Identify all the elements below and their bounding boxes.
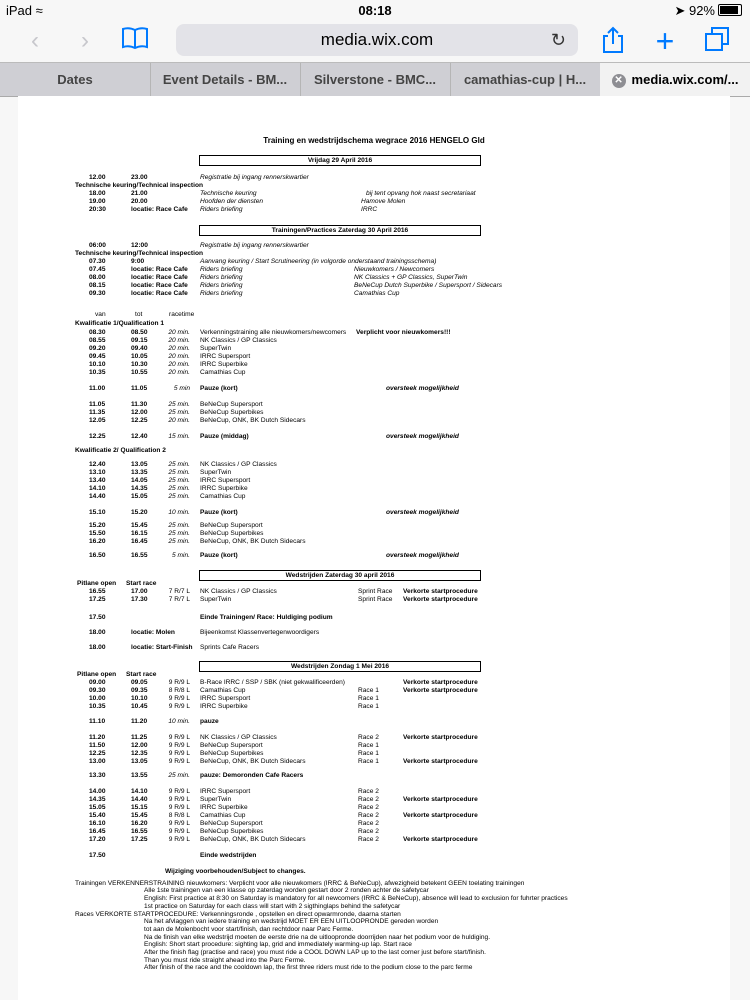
cell-a: 14.35 — [89, 796, 106, 803]
cell-c: 15 min. — [168, 433, 190, 440]
cell-c: 20 min. — [168, 353, 190, 360]
note-line: English: Short start procedure: sighting lap, grid and immediately warming-up lap. Start race — [144, 941, 412, 949]
cell-d: IRRC Superbike — [200, 361, 248, 368]
cell-a: 10.10 — [89, 361, 106, 368]
cell-b: 09.35 — [131, 687, 148, 694]
cell-f: Hamove Molen — [361, 198, 406, 205]
cell-b: 15.20 — [131, 509, 148, 516]
cell-a: 11.50 — [89, 742, 106, 749]
cell-b: 14.10 — [131, 788, 148, 795]
cell-d: BeNeCup Supersport — [200, 742, 263, 749]
cell-b: 09.40 — [131, 345, 148, 352]
bookmarks-icon[interactable] — [120, 26, 150, 56]
cell-a: 17.25 — [89, 596, 106, 603]
cell-e: Race 1 — [358, 687, 379, 694]
cell-a: 13.00 — [89, 758, 106, 765]
cell-f: Verkorte startprocedure — [403, 734, 478, 741]
cell-b: 11.20 — [131, 718, 148, 725]
cell-e: Race 2 — [358, 804, 379, 811]
cell-d: Einde wedstrijden — [200, 852, 257, 859]
cell-b: 14.35 — [131, 485, 148, 492]
pitlane-label: Pitlane open — [77, 580, 117, 587]
cell-a: 09.30 — [89, 687, 106, 694]
cell-c: 9 R/9 L — [168, 734, 190, 741]
cell-f: oversteek mogelijkheid — [386, 552, 459, 559]
cell-d: IRRC Superbike — [200, 703, 248, 710]
cell-f: Verkorte startprocedure — [403, 687, 478, 694]
cell-c: 25 min. — [168, 493, 190, 500]
cell-d: Technische keuring — [200, 190, 257, 197]
note-line: Na het afvlaggen van iedere training en wedstrijd MOET ER EEN UITLOOPRONDE gereden worden — [144, 918, 439, 926]
cell-f: Verkorte startprocedure — [403, 836, 478, 843]
cell-c: 9 R/9 L — [168, 828, 190, 835]
friday-header: Vrijdag 29 April 2016 — [199, 155, 481, 166]
tab-label: Dates — [57, 72, 93, 87]
cell-b: 15.45 — [131, 812, 148, 819]
cell-c: 25 min. — [168, 461, 190, 468]
cell-b: locatie: Start-Finish — [131, 644, 193, 651]
cell-c: 9 R/9 L — [168, 796, 190, 803]
note-line: 1st practice on Saturday for each class will start with 2 sigthinglaps behind the safetycar — [144, 902, 401, 910]
cell-c: 9 R/9 L — [168, 679, 190, 686]
address-bar[interactable] — [176, 24, 578, 56]
cell-d: Pauze (kort) — [200, 385, 238, 392]
cell-c: 20 min. — [168, 361, 190, 368]
cell-c: 20 min. — [168, 329, 190, 336]
cell-a: 13.10 — [89, 469, 106, 476]
cell-f: Verkorte startprocedure — [403, 588, 478, 595]
cell-f: BeNeCup Dutch Superbike / Supersport / Sidecars — [354, 282, 503, 289]
cell-c: 5 min — [173, 385, 190, 392]
cell-d: BeNeCup Superbikes — [200, 750, 264, 757]
reload-icon[interactable]: ↻ — [550, 30, 566, 50]
cell-b: 20.00 — [131, 198, 148, 205]
cell-b: 17.00 — [131, 588, 148, 595]
cell-b: 15.05 — [131, 493, 148, 500]
cell-a: 16.45 — [89, 828, 106, 835]
note-line: Trainingen VERKENNERSTRAINING nieuwkomers: Verplicht voor alle nieuwkomers (IRRC & BeNeCup), afwezigheid betekent GEEN toelating trainingen — [75, 879, 525, 887]
cell-c: 9 R/9 L — [168, 758, 190, 765]
cell-f: NK Classics + GP Classics, SuperTwin — [354, 274, 468, 281]
status-right — [674, 3, 742, 19]
cell-f: bij tent opvang hok naast secretariaat — [366, 190, 476, 197]
cell-a: 08.30 — [89, 329, 106, 336]
note-line: Races VERKORTE STARTPROCEDURE: Verkenningsronde , opstellen en direct opwarmronde, daarna starten — [75, 910, 401, 918]
cell-d: Camathias Cup — [200, 493, 246, 500]
cell-a: 16.55 — [89, 588, 106, 595]
cell-f: oversteek mogelijkheid — [386, 385, 459, 392]
tab-media-wix[interactable] — [600, 63, 750, 96]
location-icon: ➤ — [674, 3, 686, 18]
cell-c: 9 R/9 L — [168, 788, 190, 795]
tab-silverstone[interactable] — [300, 63, 451, 96]
cell-e: Race 1 — [358, 750, 379, 757]
cell-d: Camathias Cup — [200, 369, 246, 376]
cell-c: 9 R/9 L — [168, 804, 190, 811]
cell-d: Riders briefing — [200, 282, 243, 289]
cell-e: Race 1 — [358, 695, 379, 702]
cell-c: 25 min. — [168, 409, 190, 416]
cell-a: 15.20 — [89, 522, 106, 529]
tab-camathias-cup[interactable] — [450, 63, 601, 96]
cell-d: IRRC Supersport — [200, 477, 251, 484]
cell-a: 15.50 — [89, 530, 106, 537]
cell-a: 10.00 — [89, 695, 106, 702]
tab-label: media.wix.com/... — [631, 72, 739, 87]
cell-a: 17.20 — [89, 836, 106, 843]
back-icon[interactable]: ‹ — [31, 27, 39, 54]
cell-b: 12.40 — [131, 433, 148, 440]
cell-c: 9 R/9 L — [168, 703, 190, 710]
cell-d: IRRC Supersport — [200, 353, 251, 360]
cell-b: 10.30 — [131, 361, 148, 368]
cell-d: NK Classics / GP Classics — [200, 588, 277, 595]
cell-e: Race 2 — [358, 828, 379, 835]
cell-b: 16.55 — [131, 828, 148, 835]
cell-e: Race 2 — [358, 788, 379, 795]
cell-a: 12.00 — [89, 174, 106, 181]
cell-c: 9 R/9 L — [168, 836, 190, 843]
cell-e: Sprint Race — [358, 596, 393, 603]
cell-b: 12:00 — [131, 242, 148, 249]
note-line: tot aan de Molenbocht voor start/finish, dan rechtdoor naar Parc Ferme. — [144, 925, 354, 933]
cell-c: 5 min. — [172, 552, 190, 559]
cell-e: Race 1 — [358, 758, 379, 765]
cell-b: 10.05 — [131, 353, 148, 360]
cell-d: BeNeCup Superbikes — [200, 828, 264, 835]
tab-bar — [0, 62, 750, 97]
note-line: After the finish flag (practise and race) you must ride a COOL DOWN LAP up to the last corner just before start/finish. — [144, 949, 486, 957]
cell-b: 13.55 — [131, 772, 148, 779]
cell-b: locatie: Race Cafe — [131, 266, 188, 273]
cell-a: 09.45 — [89, 353, 106, 360]
cell-d: BeNeCup Supersport — [200, 522, 263, 529]
start-race-label: Start race — [126, 671, 157, 678]
note-line: Alle 1ste trainingen van een klasse op zaterdag worden gestart door 2 ronden achter de safetycar — [144, 887, 429, 895]
cell-b: 11.30 — [131, 401, 148, 408]
cell-a: 15.05 — [89, 804, 106, 811]
cell-b: 17.30 — [131, 596, 148, 603]
cell-c: 25 min. — [168, 485, 190, 492]
cell-e: Sprint Race — [358, 588, 393, 595]
cell-b: 08.50 — [131, 329, 148, 336]
cell-d: Registratie bij ingang rennerskwartier — [200, 242, 309, 249]
cell-a: 14.40 — [89, 493, 106, 500]
cell-c: 20 min. — [168, 337, 190, 344]
cell-d: pauze — [200, 718, 219, 725]
cell-a: 18.00 — [89, 190, 106, 197]
cell-d: Riders briefing — [200, 290, 243, 297]
cell-f: Verplicht voor nieuwkomers!!! — [356, 329, 451, 336]
cell-d: SuperTwin — [200, 796, 232, 803]
device-name: iPad — [6, 3, 33, 18]
cell-a: 11.10 — [89, 718, 106, 725]
cell-b: 15.15 — [131, 804, 148, 811]
cell-b: 16.15 — [131, 530, 148, 537]
tab-dates[interactable] — [0, 63, 151, 96]
cell-c: 9 R/9 L — [168, 742, 190, 749]
cell-d: Riders briefing — [200, 266, 243, 273]
schedule-document — [18, 96, 730, 1000]
wifi-icon: ≈ — [35, 3, 43, 18]
tabs-overview-icon[interactable] — [702, 26, 732, 56]
race-saturday-header: Wedstrijden Zaterdag 30 april 2016 — [199, 570, 481, 581]
note-line: Na de finish van elke wedstrijd moeten de eerste drie na de uitloopronde doorrijden naar het podium voor de huldiging. — [144, 933, 491, 941]
cell-b: 10.45 — [131, 703, 148, 710]
note-line: After finish of the race and the cooldown lap, the first three riders must ride to the podium close to the parc ferme — [144, 964, 473, 972]
note-line: Than you must ride straight ahead into the Parc Ferme. — [144, 956, 306, 964]
cell-d: BeNeCup Superbikes — [200, 530, 264, 537]
cell-d: Camathias Cup — [200, 687, 246, 694]
cell-f: Verkorte startprocedure — [403, 758, 478, 765]
cell-d: IRRC Supersport — [200, 788, 251, 795]
cell-d: pauze: Demoronden Cafe Racers — [200, 772, 304, 779]
cell-a: 16.10 — [89, 820, 106, 827]
cell-a: 12.40 — [89, 461, 106, 468]
cell-a: 10.35 — [89, 703, 106, 710]
cell-b: 10.55 — [131, 369, 148, 376]
cell-b: 17.25 — [131, 836, 148, 843]
cell-c: 25 min. — [168, 530, 190, 537]
cell-b: 9:00 — [131, 258, 145, 265]
cell-a: 14.10 — [89, 485, 106, 492]
cell-c: 9 R/9 L — [168, 820, 190, 827]
cell-a: Technische keuring/Technical inspection — [75, 250, 203, 257]
cell-e: Race 2 — [358, 836, 379, 843]
cell-b: 09.05 — [131, 679, 148, 686]
cell-c: 20 min. — [168, 369, 190, 376]
browser-toolbar — [0, 20, 750, 62]
cell-d: BeNeCup, ONK, BK Dutch Sidecars — [200, 417, 306, 424]
cell-b: locatie: Race Cafe — [131, 290, 188, 297]
cell-d: SuperTwin — [200, 596, 232, 603]
race-sunday-header: Wedstrijden Zondag 1 Mei 2016 — [199, 661, 481, 672]
cell-d: Pauze (middag) — [200, 433, 249, 440]
cell-b: 16.20 — [131, 820, 148, 827]
saturday-header: Trainingen/Practices Zaterdag 30 April 2016 — [199, 225, 481, 236]
cell-a: 09.20 — [89, 345, 106, 352]
url-text: media.wix.com — [320, 30, 434, 49]
cell-b: locatie: Molen — [131, 629, 175, 636]
start-race-label: Start race — [126, 580, 157, 587]
cell-f: Camathias Cup — [354, 290, 400, 297]
cell-d: Pauze (kort) — [200, 552, 238, 559]
cell-d: IRRC Supersport — [200, 695, 251, 702]
battery-icon — [718, 4, 742, 16]
cell-b: 11.25 — [131, 734, 148, 741]
cell-d: B-Race IRRC / SSP / SBK (niet gekwalificeerden) — [200, 679, 345, 686]
note-line: English: First practice at 8:30 on Saturday is mandatory for all newcomers (IRRC & BeNeCup), absence will lead to exclusion for fuhrter practices — [144, 895, 568, 903]
document-title: Training en wedstrijdschema wegrace 2016 HENGELO Gld — [263, 136, 485, 145]
cell-c: 9 R/9 L — [168, 695, 190, 702]
cell-a: Kwalificatie 2/ Qualification 2 — [75, 447, 166, 454]
cell-a: 20:30 — [89, 206, 106, 213]
cell-d: SuperTwin — [200, 469, 232, 476]
cell-b: locatie: Race Cafe — [131, 206, 188, 213]
col-tot: tot — [135, 311, 143, 318]
cell-c: 10 min. — [168, 509, 190, 516]
cell-a: 11.35 — [89, 409, 106, 416]
cell-d: NK Classics / GP Classics — [200, 734, 277, 741]
cell-d: Sprints Cafe Racers — [200, 644, 259, 651]
cell-c: 25 min. — [168, 522, 190, 529]
tab-label: Silverstone - BMC... — [313, 72, 437, 87]
cell-c: 8 R/8 L — [168, 687, 190, 694]
cell-f: Nieuwkomers / Newcomers — [354, 266, 435, 273]
cell-d: BeNeCup, ONK, BK Dutch Sidecars — [200, 758, 306, 765]
cell-d: Hoofden der diensten — [200, 198, 264, 205]
battery-percent: 92% — [688, 3, 715, 18]
cell-c: 25 min. — [168, 401, 190, 408]
cell-a: 06:00 — [89, 242, 106, 249]
cell-d: Riders briefing — [200, 206, 243, 213]
cell-a: 15.10 — [89, 509, 106, 516]
cell-f: Verkorte startprocedure — [403, 796, 478, 803]
cell-d: Camathias Cup — [200, 812, 246, 819]
cell-a: 12.05 — [89, 417, 106, 424]
cell-a: 09.30 — [89, 290, 106, 297]
cell-b: 21.00 — [131, 190, 148, 197]
cell-b: 12.00 — [131, 409, 148, 416]
cell-f: Verkorte startprocedure — [403, 596, 478, 603]
cell-a: 12.25 — [89, 433, 106, 440]
cell-a: 19.00 — [89, 198, 106, 205]
cell-d: BeNeCup, ONK, BK Dutch Sidecars — [200, 836, 306, 843]
cell-a: 09.00 — [89, 679, 106, 686]
cell-d: SuperTwin — [200, 345, 232, 352]
cell-c: 7 R/7 L — [168, 596, 190, 603]
cell-c: 25 min. — [168, 538, 190, 545]
cell-a: 11.00 — [89, 385, 106, 392]
cell-d: NK Classics / GP Classics — [200, 461, 277, 468]
cell-e: Race 2 — [358, 796, 379, 803]
cell-d: IRRC Superbike — [200, 804, 248, 811]
cell-c: 7 R/7 L — [168, 588, 190, 595]
close-tab-icon[interactable]: ✕ — [612, 74, 626, 88]
cell-b: 14.40 — [131, 796, 148, 803]
cell-b: 10.10 — [131, 695, 148, 702]
tab-label: Event Details - BM... — [162, 72, 288, 87]
cell-e: Race 1 — [358, 742, 379, 749]
cell-d: Pauze (kort) — [200, 509, 238, 516]
cell-b: 14.05 — [131, 477, 148, 484]
cell-b: locatie: Race Cafe — [131, 274, 188, 281]
cell-c: 20 min. — [168, 417, 190, 424]
clock: 08:18 — [358, 3, 392, 18]
cell-a: 14.00 — [89, 788, 106, 795]
cell-b: locatie: Race Cafe — [131, 282, 188, 289]
new-tab-icon[interactable]: + — [655, 23, 675, 59]
cell-e: Race 2 — [358, 812, 379, 819]
cell-d: BeNeCup Supersport — [200, 820, 263, 827]
cell-b: 12.35 — [131, 750, 148, 757]
cell-c: 20 min. — [168, 345, 190, 352]
cell-b: 13.05 — [131, 461, 148, 468]
cell-d: BeNeCup Supersport — [200, 401, 263, 408]
col-racetime: racetime — [169, 311, 195, 318]
cell-d: NK Classics / GP Classics — [200, 337, 277, 344]
cell-a: 17.50 — [89, 614, 106, 621]
cell-a: 18.00 — [89, 629, 106, 636]
cell-e: Race 2 — [358, 820, 379, 827]
notes-section — [75, 868, 725, 972]
cell-a: 18.00 — [89, 644, 106, 651]
cell-a: Kwalificatie 1/Qualification 1 — [75, 320, 165, 327]
cell-f: oversteek mogelijkheid — [386, 509, 459, 516]
cell-b: 15.45 — [131, 522, 148, 529]
cell-c: 8 R/8 L — [168, 812, 190, 819]
cell-a: 11.05 — [89, 401, 106, 408]
cell-a: 08.55 — [89, 337, 106, 344]
cell-b: 12.00 — [131, 742, 148, 749]
pdf-page — [18, 96, 730, 1000]
cell-f: Verkorte startprocedure — [403, 679, 478, 686]
cell-f: Verkorte startprocedure — [403, 812, 478, 819]
cell-d: Verkenningstraining alle nieuwkomers/newcomers — [200, 329, 347, 336]
cell-e: Race 2 — [358, 734, 379, 741]
cell-c: 25 min. — [168, 469, 190, 476]
cell-d: Registratie bij ingang rennerskwartier — [200, 174, 309, 181]
cell-a: 08.15 — [89, 282, 106, 289]
cell-f: IRRC — [361, 206, 378, 213]
cell-a: 16.50 — [89, 552, 106, 559]
cell-d: Einde Trainingen/ Race: Huldiging podium — [200, 614, 333, 621]
cell-d: BeNeCup Superbikes — [200, 409, 264, 416]
cell-b: 23.00 — [131, 174, 148, 181]
share-icon[interactable] — [598, 26, 628, 56]
col-van: van — [95, 311, 106, 318]
cell-d: IRRC Superbike — [200, 485, 248, 492]
cell-a: 07.45 — [89, 266, 106, 273]
status-bar — [0, 0, 750, 20]
cell-a: 10.35 — [89, 369, 106, 376]
cell-c: 9 R/9 L — [168, 750, 190, 757]
cell-a: 12.25 — [89, 750, 106, 757]
tab-label: camathias-cup | H... — [463, 72, 587, 87]
cell-d: BeNeCup, ONK, BK Dutch Sidecars — [200, 538, 306, 545]
forward-icon[interactable]: › — [81, 27, 89, 54]
cell-a: 17.50 — [89, 852, 106, 859]
cell-b: 16.45 — [131, 538, 148, 545]
cell-e: Race 1 — [358, 703, 379, 710]
cell-c: 25 min. — [168, 477, 190, 484]
cell-a: Technische keuring/Technical inspection — [75, 182, 203, 189]
pitlane-label: Pitlane open — [77, 671, 117, 678]
cell-f: oversteek mogelijkheid — [386, 433, 459, 440]
cell-d: Bijeenkomst Klassenvertegenwoordigers — [200, 629, 320, 636]
cell-b: 13.35 — [131, 469, 148, 476]
cell-b: 13.05 — [131, 758, 148, 765]
tab-event-details[interactable] — [150, 63, 301, 96]
cell-d: Riders briefing — [200, 274, 243, 281]
cell-b: 16.55 — [131, 552, 148, 559]
cell-d: Aanvang keuring / Start Scrutineering (in volgorde onderstaand trainingsschema) — [200, 258, 437, 265]
cell-b: 12.25 — [131, 417, 148, 424]
note-line: Wijziging voorbehouden/Subject to changes. — [165, 868, 306, 875]
cell-c: 10 min. — [168, 718, 190, 725]
cell-a: 16.20 — [89, 538, 106, 545]
cell-a: 13.40 — [89, 477, 106, 484]
cell-a: 13.30 — [89, 772, 106, 779]
cell-b: 09.15 — [131, 337, 148, 344]
cell-c: 25 min. — [168, 772, 190, 779]
cell-a: 07.30 — [89, 258, 106, 265]
cell-a: 08.00 — [89, 274, 106, 281]
cell-b: 11.05 — [131, 385, 148, 392]
cell-a: 11.20 — [89, 734, 106, 741]
cell-a: 15.40 — [89, 812, 106, 819]
